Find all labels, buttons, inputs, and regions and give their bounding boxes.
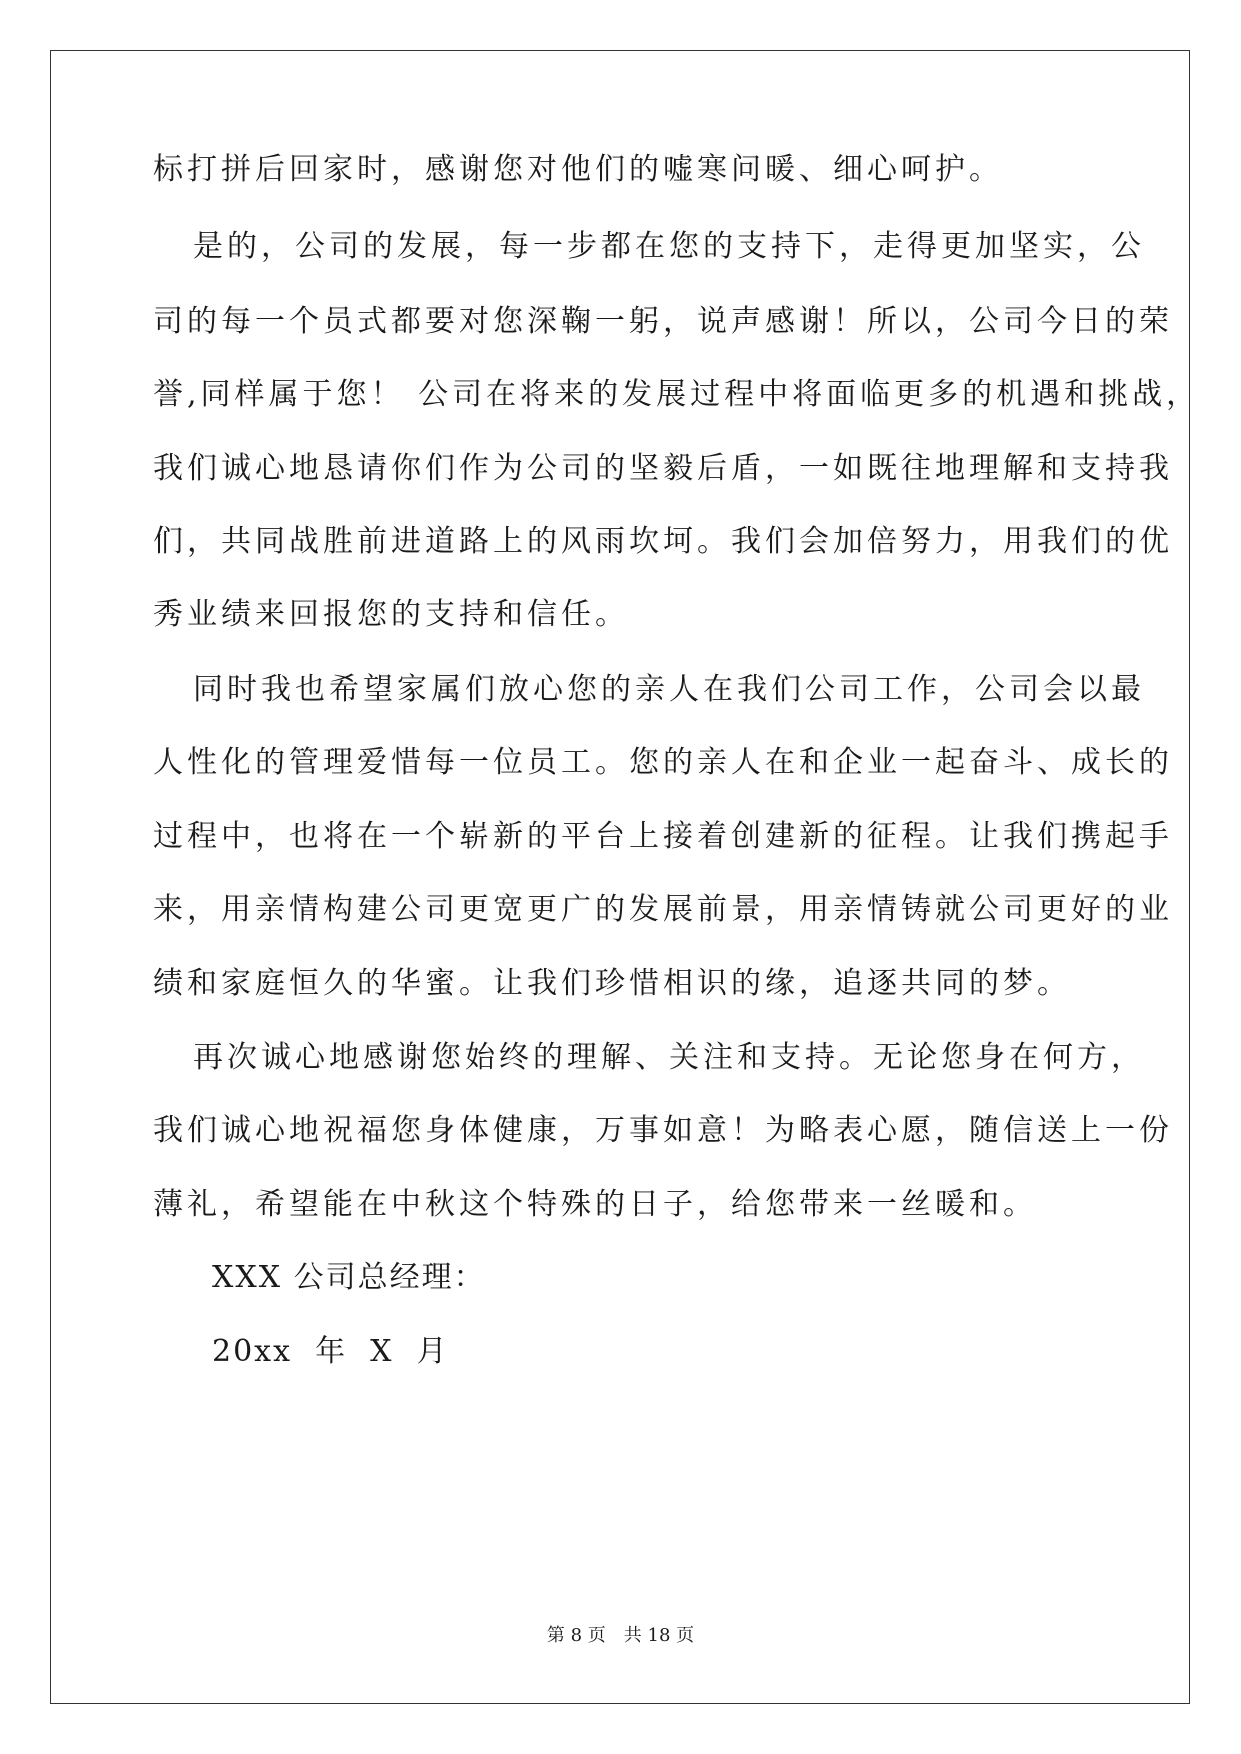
page-number: 第 8 页 xyxy=(546,1625,606,1646)
text-line: 同时我也希望家属们放心您的亲人在我们公司工作，公司会以最 xyxy=(193,672,1145,707)
page-total: 共 18 页 xyxy=(623,1625,695,1646)
signature-title: XXX 公司总经理： xyxy=(212,1260,486,1295)
text-line: 誉,同样属于您！ 公司在将来的发展过程中将面临更多的机遇和挑战， xyxy=(153,377,1201,412)
text-line: 我们诚心地恳请你们作为公司的坚毅后盾，一如既往地理解和支持我 xyxy=(153,451,1173,486)
page-border xyxy=(50,50,1190,1704)
text-line: 过程中，也将在一个崭新的平台上接着创建新的征程。让我们携起手 xyxy=(153,819,1173,854)
text-line: 司的每一个员式都要对您深鞠一躬，说声感谢！所以，公司今日的荣 xyxy=(153,304,1173,339)
text-line: 秀业绩来回报您的支持和信任。 xyxy=(153,597,629,632)
date-line: 20xx 年 X 月 xyxy=(212,1334,449,1369)
text-line: 薄礼，希望能在中秋这个特殊的日子，给您带来一丝暖和。 xyxy=(153,1187,1037,1222)
page-footer xyxy=(0,1625,1241,1647)
text-line: 人性化的管理爱惜每一位员工。您的亲人在和企业一起奋斗、成长的 xyxy=(153,745,1173,780)
text-line: 再次诚心地感谢您始终的理解、关注和支持。无论您身在何方， xyxy=(193,1040,1145,1075)
text-line: 来，用亲情构建公司更宽更广的发展前景，用亲情铸就公司更好的业 xyxy=(153,892,1173,927)
text-line: 是的，公司的发展，每一步都在您的支持下，走得更加坚实，公 xyxy=(193,229,1145,264)
text-line: 们，共同战胜前进道路上的风雨坎坷。我们会加倍努力，用我们的优 xyxy=(153,524,1173,559)
text-line: 绩和家庭恒久的华蜜。让我们珍惜相识的缘，追逐共同的梦。 xyxy=(153,966,1071,1001)
text-line: 我们诚心地祝福您身体健康，万事如意！为略表心愿，随信送上一份 xyxy=(153,1113,1173,1148)
text-line: 标打拼后回家时，感谢您对他们的嘘寒问暖、细心呵护。 xyxy=(153,152,1003,187)
